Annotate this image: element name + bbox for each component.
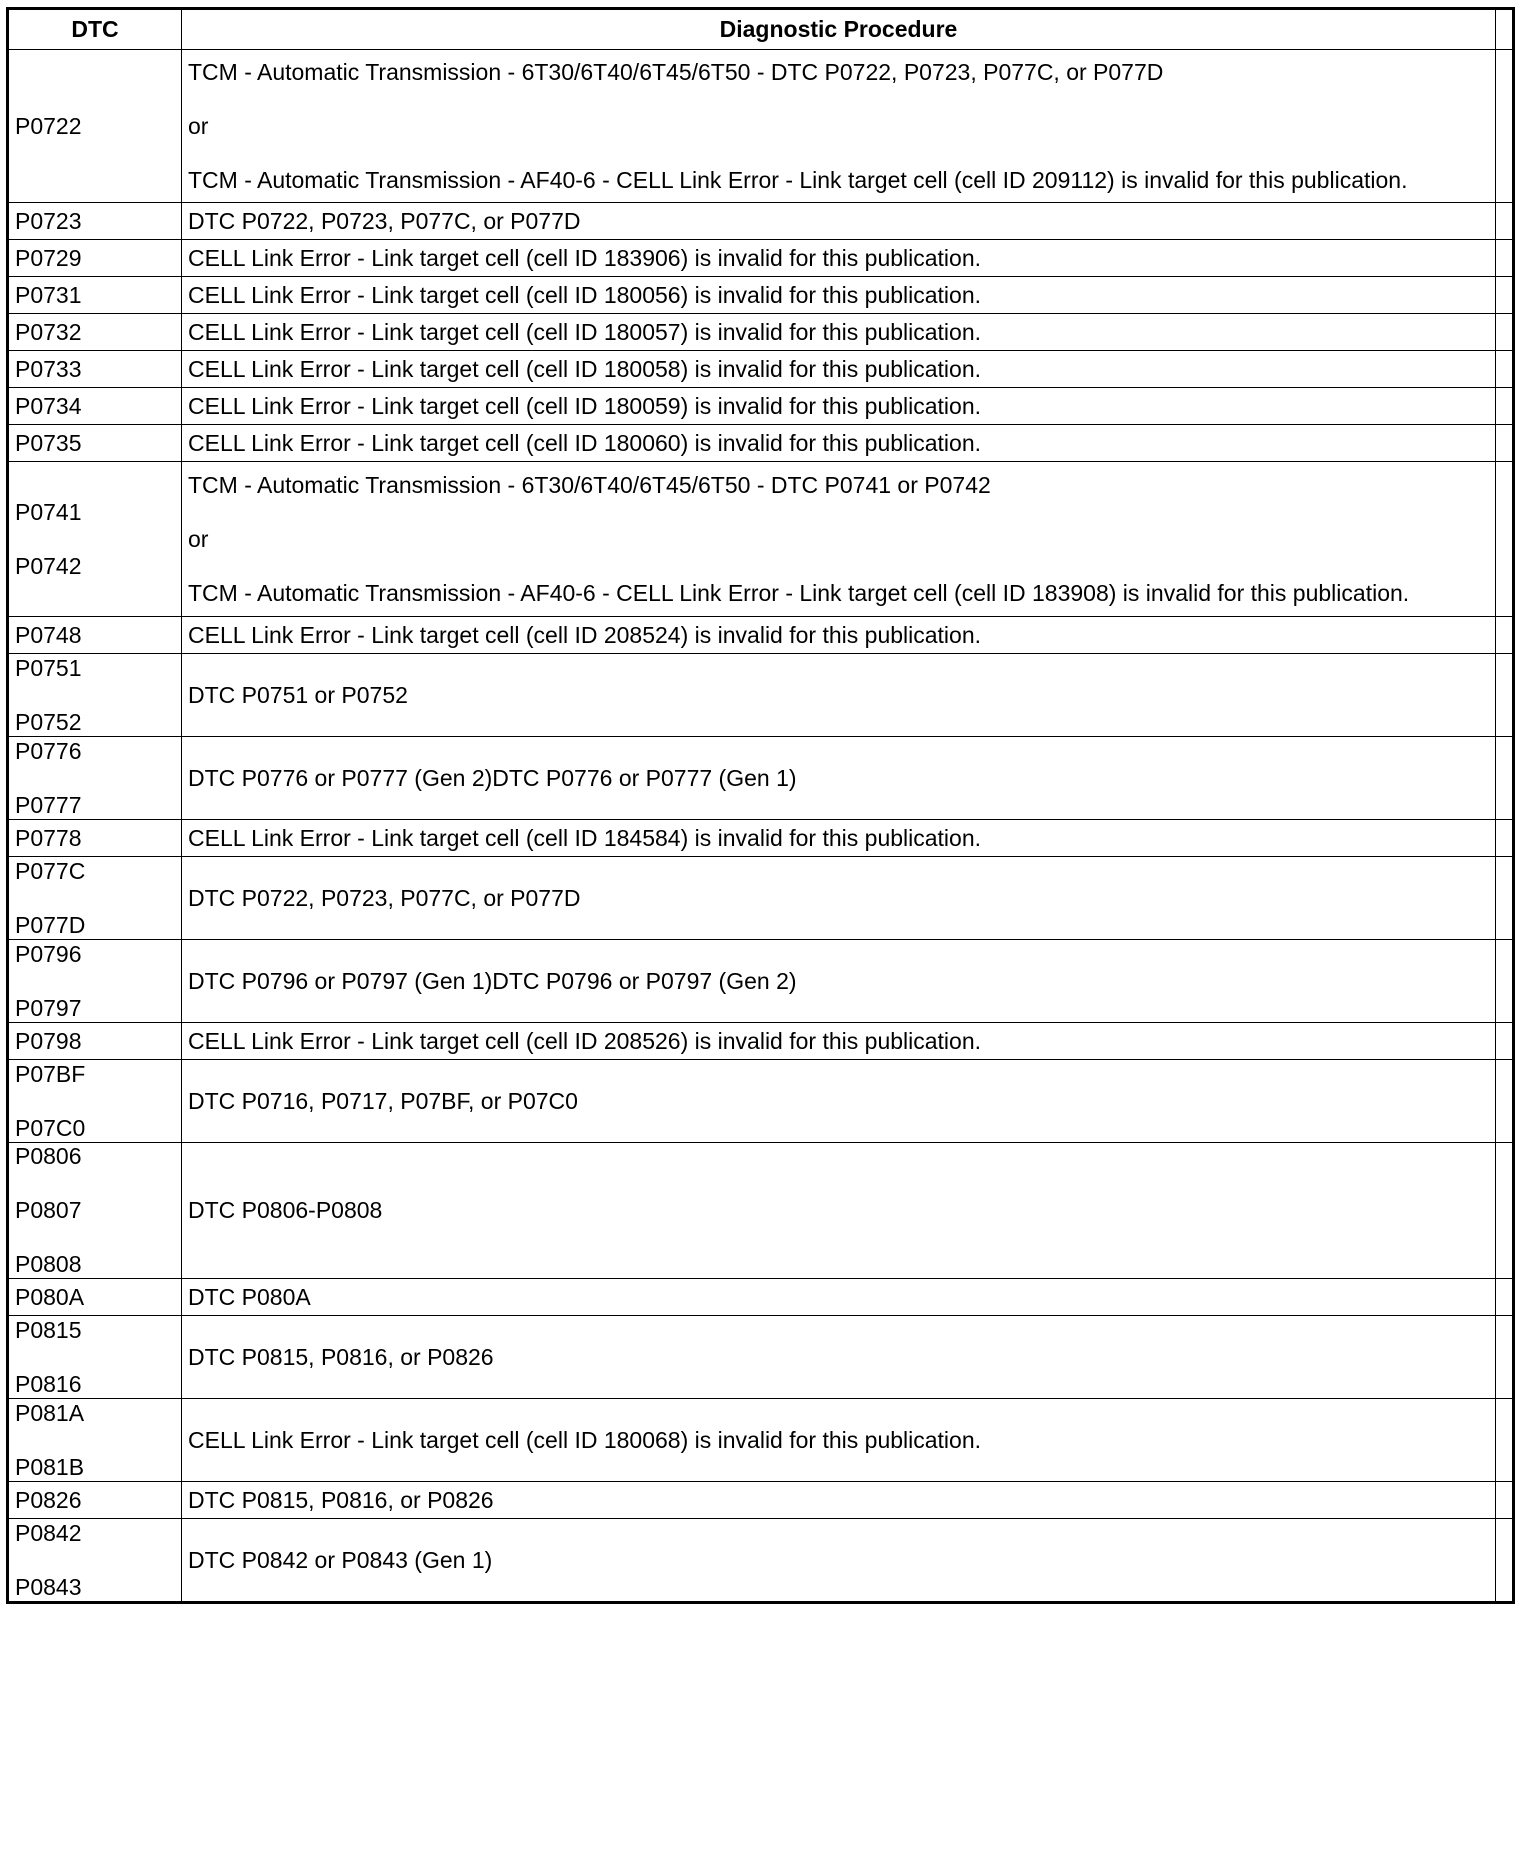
dtc-code-cell xyxy=(8,857,182,940)
procedure-cell xyxy=(182,820,1496,857)
table-row xyxy=(8,1519,1514,1603)
dtc-code-cell xyxy=(8,1023,182,1060)
procedure-text: CELL Link Error - Link target cell (cell ID 180060) is invalid for this publication. xyxy=(188,429,982,456)
dtc-code: P0748 xyxy=(15,621,82,648)
procedure-text: CELL Link Error - Link target cell (cell ID 180068) is invalid for this publication. xyxy=(188,1426,982,1453)
dtc-code: P0796 xyxy=(15,940,82,967)
table-row xyxy=(8,388,1514,425)
procedure-cell xyxy=(182,277,1496,314)
dtc-code: P0723 xyxy=(15,207,82,234)
paragraph-gap xyxy=(188,140,1487,167)
procedure-text: DTC P0751 or P0752 xyxy=(188,681,408,708)
procedure-cell xyxy=(182,1519,1496,1603)
procedure-cell xyxy=(182,240,1496,277)
margin-cell xyxy=(1496,314,1514,351)
table-row xyxy=(8,1143,1514,1279)
procedure-cell xyxy=(182,351,1496,388)
dtc-code: P081B xyxy=(15,1453,85,1480)
table-row xyxy=(8,351,1514,388)
dtc-code-cell xyxy=(8,820,182,857)
procedure-text: DTC P0722, P0723, P077C, or P077D xyxy=(188,884,581,911)
margin-cell xyxy=(1496,1316,1514,1399)
margin-cell xyxy=(1496,1519,1514,1603)
table-row xyxy=(8,857,1514,940)
procedure-text: CELL Link Error - Link target cell (cell ID 180059) is invalid for this publication. xyxy=(188,392,982,419)
dtc-code: P0722 xyxy=(15,112,82,139)
procedure-text: DTC P0796 or P0797 (Gen 1)DTC P0796 or P0797 (Gen 2) xyxy=(188,967,797,994)
dtc-code: P077C xyxy=(15,857,86,884)
table-row xyxy=(8,617,1514,654)
dtc-code-cell xyxy=(8,388,182,425)
procedure-text: DTC P0815, P0816, or P0826 xyxy=(188,1343,494,1370)
dtc-code-cell xyxy=(8,1143,182,1279)
procedure-cell xyxy=(182,388,1496,425)
dtc-code-cell xyxy=(8,50,182,203)
procedure-text: TCM - Automatic Transmission - AF40-6 - CELL Link Error - Link target cell (cell ID 183908) is invalid for this publication. xyxy=(188,579,1410,606)
dtc-code-cell xyxy=(8,1060,182,1143)
procedure-text: or xyxy=(188,112,209,139)
dtc-code: P0826 xyxy=(15,1486,82,1513)
dtc-code: P0729 xyxy=(15,244,82,271)
margin-cell xyxy=(1496,1060,1514,1143)
table-row xyxy=(8,50,1514,203)
procedure-text: DTC P0842 or P0843 (Gen 1) xyxy=(188,1546,493,1573)
line-gap xyxy=(15,1427,181,1454)
dtc-code-cell xyxy=(8,462,182,617)
margin-cell xyxy=(1496,425,1514,462)
line-gap xyxy=(15,526,181,553)
procedure-text: CELL Link Error - Link target cell (cell ID 180058) is invalid for this publication. xyxy=(188,355,982,382)
dtc-code: P0806 xyxy=(15,1143,82,1169)
margin-cell xyxy=(1496,50,1514,203)
dtc-code: P0733 xyxy=(15,355,82,382)
margin-cell xyxy=(1496,737,1514,820)
procedure-cell xyxy=(182,737,1496,820)
dtc-code-cell xyxy=(8,1316,182,1399)
dtc-code-cell xyxy=(8,277,182,314)
margin-cell xyxy=(1496,617,1514,654)
dtc-code: P0734 xyxy=(15,392,82,419)
procedure-text: CELL Link Error - Link target cell (cell ID 184584) is invalid for this publication. xyxy=(188,824,982,851)
dtc-code: P0798 xyxy=(15,1027,82,1054)
line-gap xyxy=(15,1547,181,1574)
procedure-cell xyxy=(182,50,1496,203)
line-gap xyxy=(15,968,181,995)
procedure-cell xyxy=(182,1279,1496,1316)
margin-cell xyxy=(1496,857,1514,940)
line-gap xyxy=(15,1224,181,1251)
procedure-cell xyxy=(182,462,1496,617)
table-row xyxy=(8,1482,1514,1519)
dtc-code-cell xyxy=(8,1399,182,1482)
margin-cell xyxy=(1496,1023,1514,1060)
line-gap xyxy=(15,1088,181,1115)
margin-cell xyxy=(1496,351,1514,388)
procedure-text: CELL Link Error - Link target cell (cell ID 208526) is invalid for this publication. xyxy=(188,1027,982,1054)
table-header-row xyxy=(8,9,1514,50)
procedure-cell xyxy=(182,654,1496,737)
dtc-code: P0777 xyxy=(15,791,82,818)
procedure-cell xyxy=(182,940,1496,1023)
procedure-text: CELL Link Error - Link target cell (cell ID 180057) is invalid for this publication. xyxy=(188,318,982,345)
dtc-code: P0751 xyxy=(15,654,82,681)
table-row xyxy=(8,203,1514,240)
procedure-text: DTC P0716, P0717, P07BF, or P07C0 xyxy=(188,1087,578,1114)
dtc-code: P0816 xyxy=(15,1370,82,1397)
table-row xyxy=(8,314,1514,351)
procedure-text: TCM - Automatic Transmission - AF40-6 - CELL Link Error - Link target cell (cell ID 209112) is invalid for this publication. xyxy=(188,166,1408,193)
procedure-text: DTC P0776 or P0777 (Gen 2)DTC P0776 or P0777 (Gen 1) xyxy=(188,764,797,791)
dtc-code: P0815 xyxy=(15,1316,82,1343)
dtc-code-cell xyxy=(8,617,182,654)
procedure-cell xyxy=(182,1060,1496,1143)
table-row xyxy=(8,240,1514,277)
procedure-cell xyxy=(182,857,1496,940)
dtc-code: P0797 xyxy=(15,994,82,1021)
procedure-cell xyxy=(182,1023,1496,1060)
margin-cell xyxy=(1496,240,1514,277)
dtc-code: P0731 xyxy=(15,281,82,308)
margin-cell xyxy=(1496,654,1514,737)
margin-cell xyxy=(1496,1482,1514,1519)
dtc-code-cell xyxy=(8,203,182,240)
line-gap xyxy=(15,765,181,792)
paragraph-gap xyxy=(188,86,1487,113)
dtc-code-cell xyxy=(8,654,182,737)
dtc-code-cell xyxy=(8,1482,182,1519)
margin-cell xyxy=(1496,820,1514,857)
line-gap xyxy=(15,682,181,709)
dtc-code: P077D xyxy=(15,911,86,938)
dtc-code: P07C0 xyxy=(15,1114,86,1141)
dtc-code-cell xyxy=(8,425,182,462)
table-row xyxy=(8,462,1514,617)
dtc-code-cell xyxy=(8,1519,182,1603)
margin-cell xyxy=(1496,1399,1514,1482)
table-body xyxy=(8,50,1514,1603)
dtc-code: P0776 xyxy=(15,737,82,764)
procedure-text: TCM - Automatic Transmission - 6T30/6T40/6T45/6T50 - DTC P0722, P0723, P077C, or P077D xyxy=(188,58,1164,85)
dtc-code-cell xyxy=(8,1279,182,1316)
margin-cell xyxy=(1496,1279,1514,1316)
dtc-code: P0732 xyxy=(15,318,82,345)
margin-cell xyxy=(1496,388,1514,425)
dtc-code-cell xyxy=(8,940,182,1023)
dtc-code-cell xyxy=(8,351,182,388)
procedure-text: TCM - Automatic Transmission - 6T30/6T40/6T45/6T50 - DTC P0741 or P0742 xyxy=(188,471,991,498)
line-gap xyxy=(15,885,181,912)
table-row xyxy=(8,1060,1514,1143)
procedure-text: CELL Link Error - Link target cell (cell ID 183906) is invalid for this publication. xyxy=(188,244,982,271)
margin-cell xyxy=(1496,462,1514,617)
dtc-code-cell xyxy=(8,314,182,351)
procedure-cell xyxy=(182,617,1496,654)
dtc-code: P0842 xyxy=(15,1519,82,1546)
margin-cell xyxy=(1496,1143,1514,1279)
procedure-cell xyxy=(182,1399,1496,1482)
procedure-cell xyxy=(182,425,1496,462)
margin-cell xyxy=(1496,940,1514,1023)
dtc-code: P07BF xyxy=(15,1060,86,1087)
table-row xyxy=(8,277,1514,314)
procedure-cell xyxy=(182,1482,1496,1519)
table-row xyxy=(8,1399,1514,1482)
line-gap xyxy=(15,1344,181,1371)
dtc-code: P081A xyxy=(15,1399,85,1426)
procedure-text: DTC P080A xyxy=(188,1283,311,1310)
dtc-code-cell xyxy=(8,737,182,820)
dtc-code: P0843 xyxy=(15,1573,82,1600)
table-row xyxy=(8,1279,1514,1316)
dtc-code: P0735 xyxy=(15,429,82,456)
margin-cell xyxy=(1496,203,1514,240)
procedure-column-header: Diagnostic Procedure xyxy=(182,9,1496,50)
dtc-code: P0807 xyxy=(15,1197,82,1223)
paragraph-gap xyxy=(188,553,1487,580)
dtc-code: P0752 xyxy=(15,708,82,735)
procedure-text: DTC P0722, P0723, P077C, or P077D xyxy=(188,207,581,234)
procedure-cell xyxy=(182,1316,1496,1399)
table-row xyxy=(8,654,1514,737)
dtc-code: P0808 xyxy=(15,1251,82,1277)
procedure-cell xyxy=(182,314,1496,351)
dtc-code: P0742 xyxy=(15,552,82,579)
table-row xyxy=(8,940,1514,1023)
table-row xyxy=(8,820,1514,857)
table-row xyxy=(8,1316,1514,1399)
dtc-code: P0741 xyxy=(15,498,82,525)
table-row xyxy=(8,1023,1514,1060)
dtc-code: P080A xyxy=(15,1283,85,1310)
paragraph-gap xyxy=(188,499,1487,526)
procedure-text: or xyxy=(188,525,209,552)
dtc-code: P0778 xyxy=(15,824,82,851)
procedure-text: CELL Link Error - Link target cell (cell ID 180056) is invalid for this publication. xyxy=(188,281,982,308)
table-row xyxy=(8,737,1514,820)
procedure-text: DTC P0815, P0816, or P0826 xyxy=(188,1486,494,1513)
procedure-text: CELL Link Error - Link target cell (cell ID 208524) is invalid for this publication. xyxy=(188,621,982,648)
table-row xyxy=(8,425,1514,462)
dtc-column-header: DTC xyxy=(8,9,182,50)
procedure-cell xyxy=(182,1143,1496,1279)
margin-cell xyxy=(1496,277,1514,314)
dtc-code-cell xyxy=(8,240,182,277)
margin-column-header xyxy=(1496,9,1514,50)
procedure-cell xyxy=(182,203,1496,240)
dtc-diagnostic-table xyxy=(6,7,1515,1604)
line-gap xyxy=(15,1170,181,1197)
procedure-text: DTC P0806-P0808 xyxy=(188,1197,383,1223)
